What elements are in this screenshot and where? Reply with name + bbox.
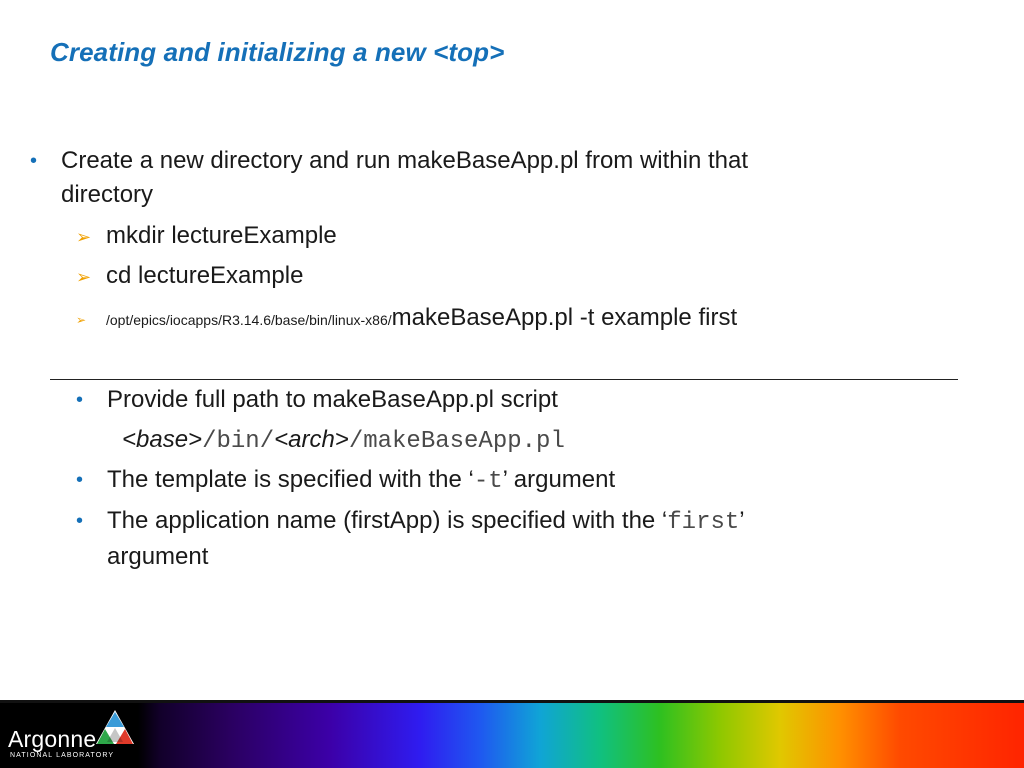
- command-path: /opt/epics/iocapps/R3.14.6/base/bin/linux-x86/: [106, 312, 392, 328]
- text-segment: ’ argument: [502, 466, 616, 493]
- divider-line: [50, 379, 958, 380]
- list-item: [107, 504, 745, 540]
- path-base: <base>: [122, 426, 203, 453]
- command-text: makeBaseApp.pl -t example first: [391, 304, 738, 331]
- bullet-icon: •: [30, 150, 38, 172]
- list-item: Provide full path to makeBaseApp.pl script: [107, 386, 558, 413]
- argonne-logo-text: Argonne: [8, 726, 97, 752]
- bullet-icon: •: [76, 469, 84, 491]
- sub-item-command: [106, 301, 737, 337]
- code-first: first: [667, 509, 740, 536]
- sub-item-cd: cd lectureExample: [106, 262, 304, 289]
- arrow-bullet-icon: ➢: [76, 267, 92, 287]
- text-segment: ’: [739, 507, 745, 534]
- code-t: -t: [473, 468, 503, 495]
- bullet-icon: •: [76, 510, 84, 532]
- arrow-bullet-icon: ➢: [76, 227, 92, 247]
- footer-spectrum-bar: [0, 700, 1024, 768]
- sub-item-mkdir: mkdir lectureExample: [106, 222, 337, 249]
- text-segment: The application name (firstApp) is specified with the ‘: [107, 507, 668, 534]
- arrow-bullet-icon: ➢: [76, 313, 87, 327]
- argonne-logo-icon: [94, 708, 136, 748]
- argonne-logo-subtitle: NATIONAL LABORATORY: [10, 752, 115, 759]
- path-template: [122, 423, 565, 459]
- list-item-continuation: directory: [61, 181, 154, 208]
- slide-title: Creating and initializing a new <top>: [50, 37, 505, 67]
- footer-top-line: [0, 700, 1024, 703]
- bullet-icon: •: [76, 389, 84, 411]
- list-item: Create a new directory and run makeBaseApp.pl from within that: [61, 147, 749, 174]
- path-script: /makeBaseApp.pl: [348, 428, 565, 455]
- list-item-continuation: argument: [107, 543, 209, 570]
- path-arch: <arch>: [274, 426, 349, 453]
- path-bin: /bin/: [202, 428, 275, 455]
- list-item: [107, 463, 615, 499]
- text-segment: The template is specified with the ‘: [107, 466, 474, 493]
